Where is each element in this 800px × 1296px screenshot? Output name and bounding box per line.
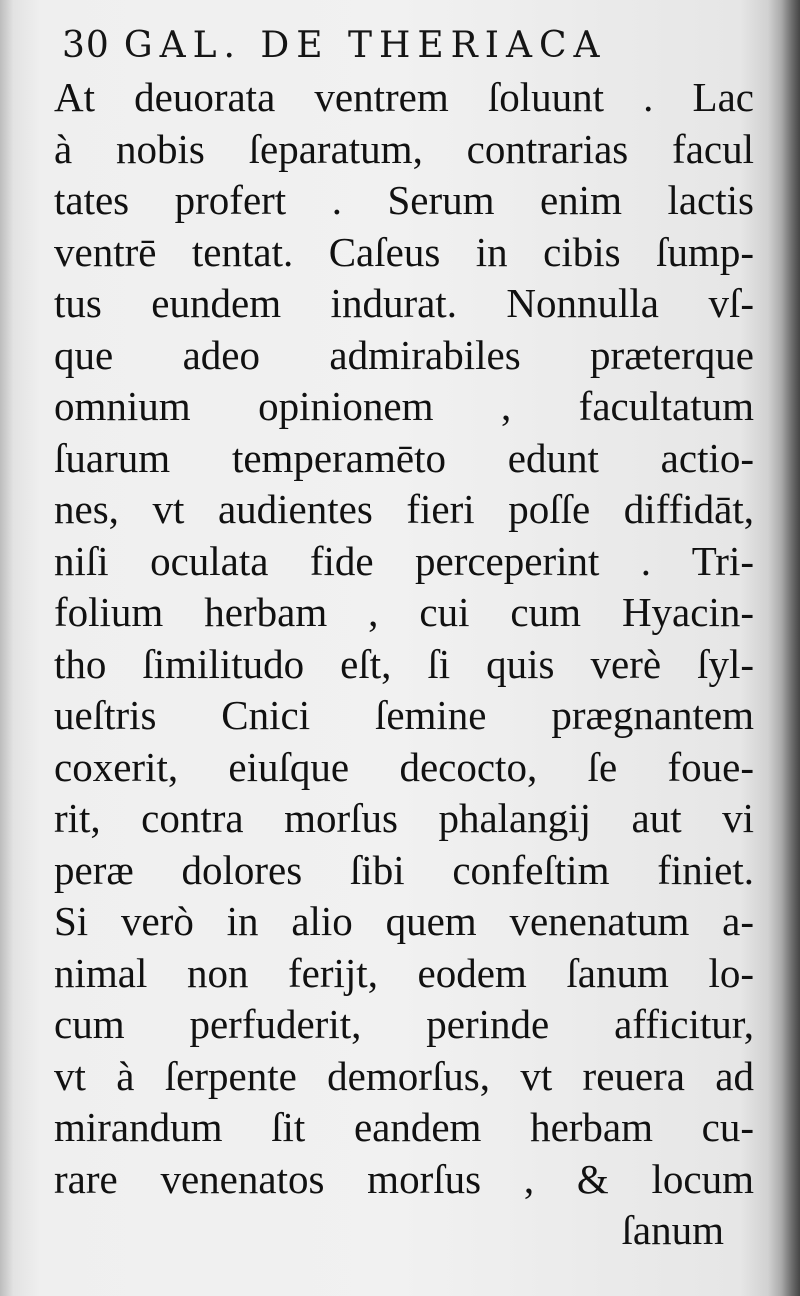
text-line: cum perfuderit, perinde afficitur,: [54, 1001, 754, 1047]
text-line: nes, vt audientes fieri poſſe diffidāt,: [54, 486, 754, 532]
text-line: coxerit, eiuſque decocto, ſe foue-: [54, 743, 754, 790]
text-line: tus eundem indurat. Nonnulla vſ-: [54, 280, 754, 326]
text-line: ſuarum temperamēto edunt actio-: [54, 434, 754, 481]
text-line: rit, contra morſus phalangij aut vi: [54, 795, 754, 841]
text-line: Si verò in alio quem venenatum a-: [54, 898, 754, 944]
text-line: que adeo admirabiles præterque: [54, 331, 754, 378]
text-line: At deuorata ventrem ſoluunt . Lac: [54, 74, 754, 120]
text-line: ueſtris Cnici ſemine prægnantem: [54, 692, 754, 738]
text-line: folium herbam , cui cum Hyacin-: [54, 589, 754, 635]
text-line: vt à ſerpente demorſus, vt reuera ad: [54, 1052, 754, 1099]
text-line: omnium opinionem , facultatum: [54, 383, 754, 429]
text-line: à nobis ſeparatum, contrarias facul: [54, 125, 754, 172]
text-line: mirandum ſit eandem herbam cu-: [54, 1104, 754, 1150]
text-line: niſi oculata fide perceperint . Tri-: [54, 537, 754, 584]
running-title: GAL. DE THERIACA: [123, 25, 607, 66]
page-left-shadow: [0, 0, 14, 1296]
text-line: ventrē tentat. Caſeus in cibis ſump-: [54, 228, 754, 275]
page-gutter-shadow: [768, 0, 800, 1296]
text-line: rare venenatos morſus , & locum: [54, 1155, 754, 1202]
page-number: 30: [62, 25, 110, 66]
text-line: peræ dolores ſibi confeſtim finiet.: [54, 846, 754, 893]
text-line: tho ſimilitudo eſt, ſi quis verè ſyl-: [54, 640, 754, 687]
catchword: ſanum: [621, 1207, 724, 1253]
body-text: [54, 72, 754, 1257]
text-line: tates profert . Serum enim lactis: [54, 177, 754, 223]
running-header: [62, 24, 742, 68]
text-line: nimal non ferijt, eodem ſanum lo-: [54, 949, 754, 996]
